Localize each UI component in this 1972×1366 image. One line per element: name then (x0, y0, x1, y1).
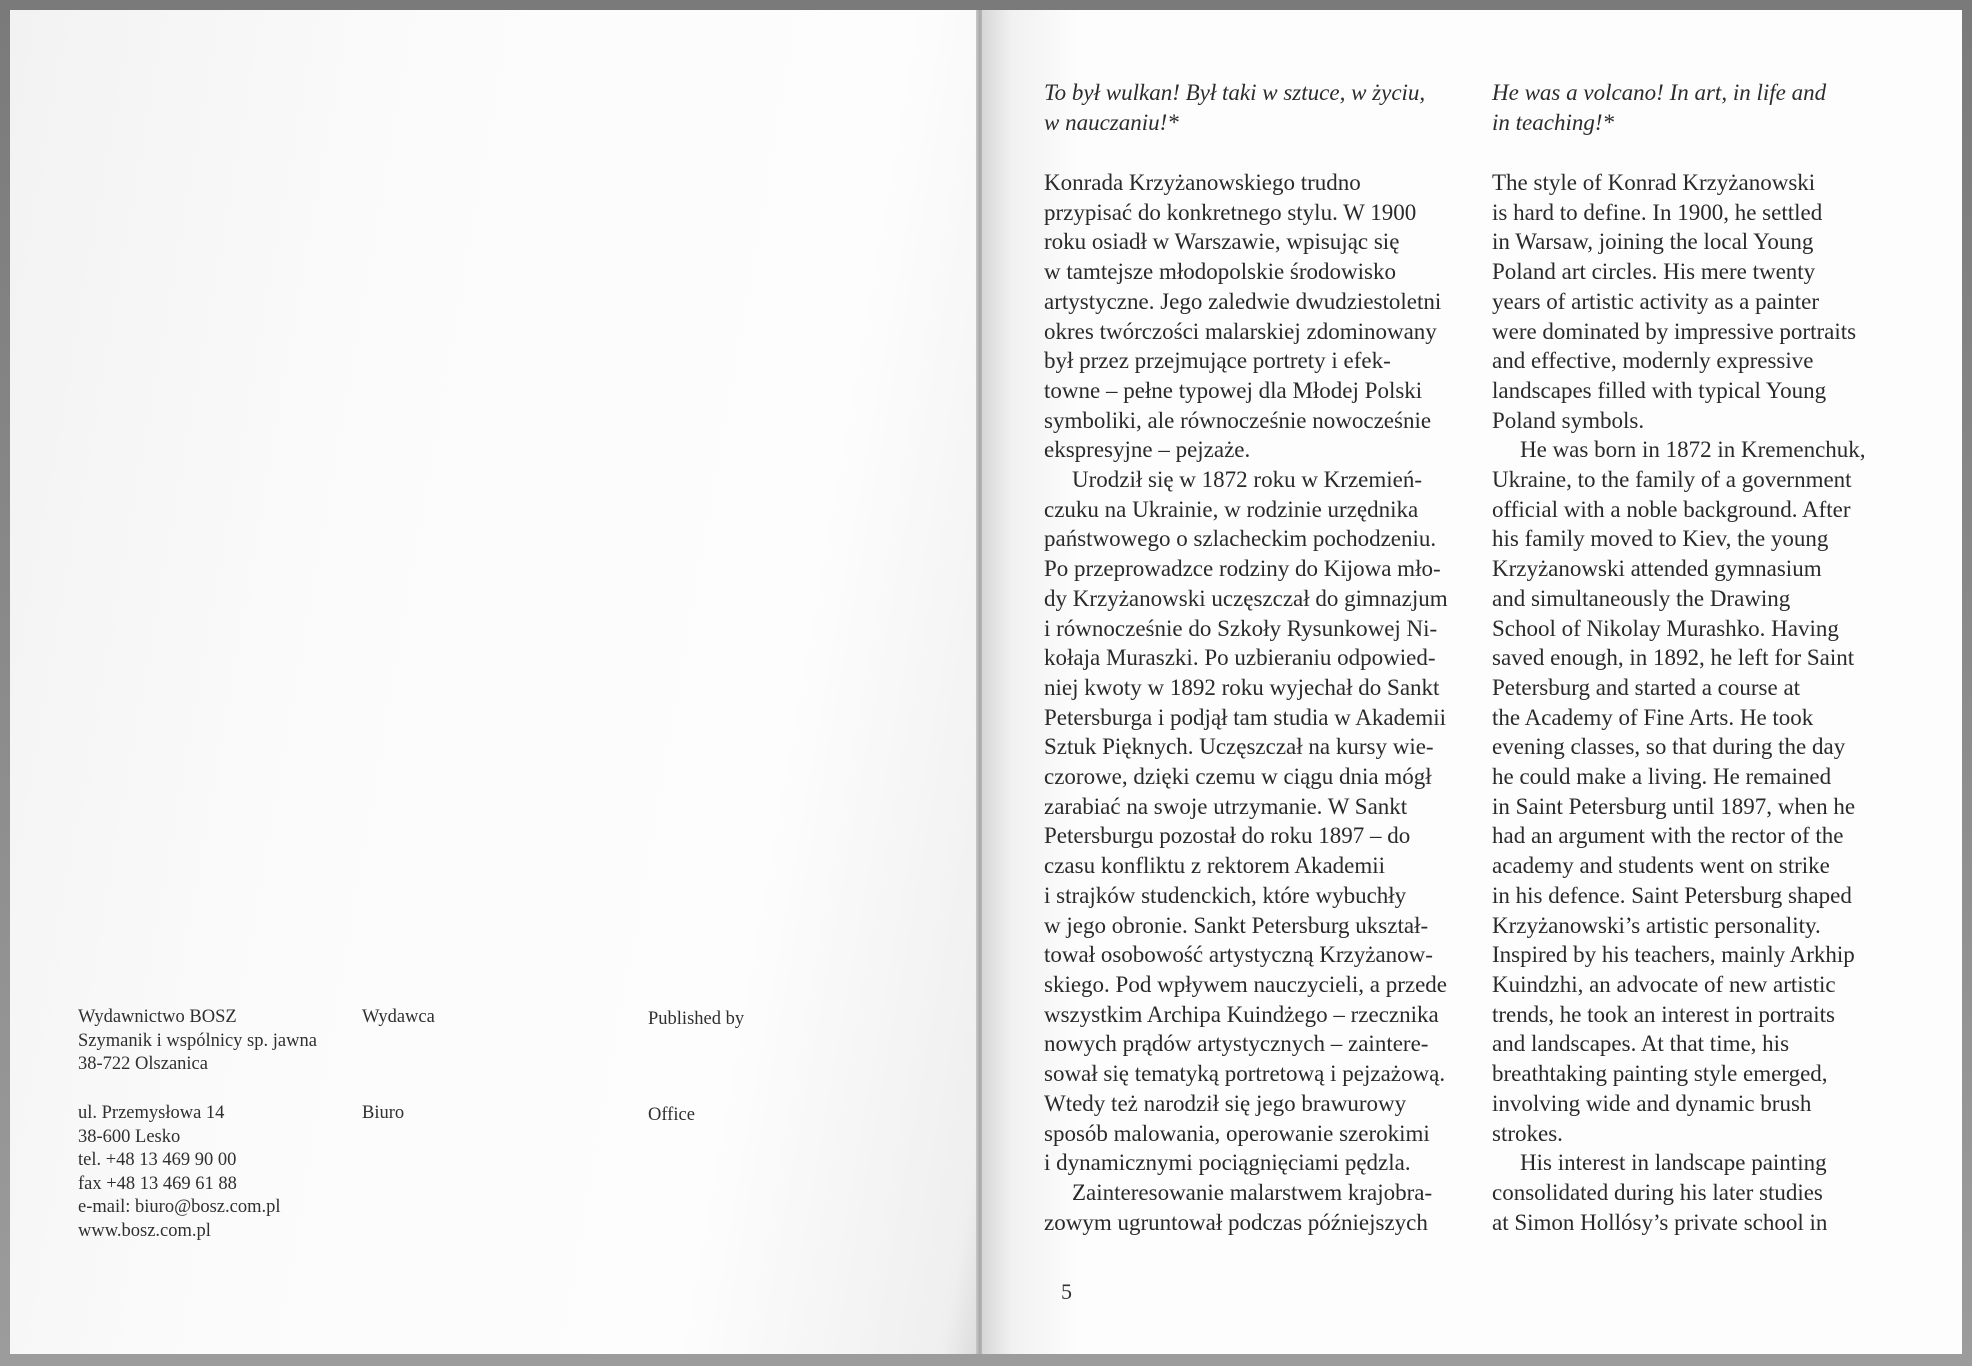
text-line: Krzyżanowski attended gymnasium (1492, 556, 1822, 582)
text-line: His interest in landscape painting (1520, 1150, 1827, 1176)
text-line: had an argument with the rector of the (1492, 823, 1844, 849)
text-line: were dominated by impressive portraits (1492, 318, 1857, 344)
text-line: w jego obronie. Sankt Petersburg ukształ- (1044, 912, 1429, 938)
text-line: sował się tematyką portretową i pejzażową. (1044, 1061, 1446, 1087)
body-column-english (1492, 168, 1922, 1237)
text-line: Petersburgu pozostał do roku 1897 – do (1044, 823, 1411, 849)
text-line: years of artistic activity as a painter (1492, 288, 1819, 314)
publisher-line: 38-722 Olszanica (78, 1054, 208, 1075)
text-line: artystyczne. Jego zaledwie dwudziestoletni (1044, 288, 1442, 314)
text-line: in Warsaw, joining the local Young (1492, 229, 1814, 255)
publisher-line: Wydawnictwo BOSZ (78, 1007, 237, 1027)
office-line: 38-600 Lesko (78, 1126, 181, 1147)
publisher-label-en: Published by (648, 1009, 745, 1029)
text-line: School of Nikolay Murashko. Having (1492, 615, 1839, 641)
text-line: and landscapes. At that time, his (1492, 1031, 1790, 1057)
text-line: his family moved to Kiev, the young (1492, 526, 1829, 552)
office-website: www.bosz.com.pl (78, 1220, 211, 1241)
office-address (78, 1102, 281, 1244)
text-line: był przez przejmujące portrety i efek- (1044, 348, 1391, 374)
office-line: fax +48 13 469 61 88 (78, 1173, 237, 1194)
text-line: involving wide and dynamic brush (1492, 1090, 1812, 1116)
text-line: He was born in 1872 in Kremenchuk, (1520, 437, 1866, 463)
office-label-en: Office (648, 1105, 695, 1125)
text-line: is hard to define. In 1900, he settled (1492, 199, 1823, 225)
text-line: The style of Konrad Krzyżanowski (1492, 170, 1816, 195)
text-line: sposób malowania, operowanie szerokimi (1044, 1120, 1430, 1146)
text-line: czasu konfliktu z rektorem Akademii (1044, 853, 1386, 879)
text-line: academy and students went on strike (1492, 853, 1830, 879)
text-line: zowym ugruntował podczas późniejszych (1044, 1209, 1428, 1235)
page-number: 5 (1061, 1279, 1072, 1304)
text-line: Sztuk Pięknych. Uczęszczał na kursy wie- (1044, 734, 1434, 760)
text-line: dy Krzyżanowski uczęszczał do gimnazjum (1044, 585, 1448, 611)
text-line: consolidated during his later studies (1492, 1179, 1823, 1205)
text-line: nowych prądów artystycznych – zaintere- (1044, 1031, 1429, 1057)
text-line: w tamtejsze młodopolskie środowisko (1044, 259, 1396, 285)
text-line: przypisać do konkretnego stylu. W 1900 (1044, 199, 1417, 225)
text-line: Petersburga i podjął tam studia w Akademii (1044, 704, 1447, 730)
publisher-label-pl: Wydawca (362, 1007, 435, 1027)
text-line: saved enough, in 1892, he left for Saint (1492, 645, 1855, 671)
text-line: skiego. Pod wpływem nauczycieli, a przede (1044, 971, 1448, 997)
text-line: Konrada Krzyżanowskiego trudno (1044, 170, 1361, 195)
text-line: evening classes, so that during the day (1492, 734, 1846, 760)
text-line: Krzyżanowski’s artistic personality. (1492, 912, 1821, 938)
text-line: i dynamicznymi pociągnięciami pędzla. (1044, 1150, 1411, 1176)
text-line: and simultaneously the Drawing (1492, 585, 1791, 611)
text-line: the Academy of Fine Arts. He took (1492, 704, 1814, 730)
text-line: wszystkim Archipa Kuindżego – rzecznika (1044, 1001, 1439, 1027)
text-line: trends, he took an interest in portraits (1492, 1001, 1836, 1027)
text-line: Po przeprowadzce rodziny do Kijowa mło- (1044, 556, 1441, 582)
text-line: roku osiadł w Warszawie, wpisując się (1044, 229, 1400, 255)
text-line: zarabiać na swoje utrzymanie. W Sankt (1044, 793, 1408, 819)
text-line: and effective, modernly expressive (1492, 348, 1814, 374)
text-line: Ukraine, to the family of a government (1492, 467, 1852, 493)
text-line: at Simon Hollósy’s private school in (1492, 1209, 1828, 1235)
text-line: Poland symbols. (1492, 407, 1645, 433)
body-column-polish (1044, 168, 1474, 1237)
text-line: państwowego o szlacheckim pochodzeniu. (1044, 526, 1437, 552)
text-line: Kuindzhi, an advocate of new artistic (1492, 971, 1836, 997)
publisher-address (78, 1006, 317, 1077)
office-email: e-mail: biuro@bosz.com.pl (78, 1197, 281, 1218)
text-line: tował osobowość artystyczną Krzyżanow- (1044, 942, 1433, 968)
text-line: towne – pełne typowej dla Młodej Polski (1044, 377, 1423, 403)
text-line: ekspresyjne – pejzaże. (1044, 437, 1251, 463)
text-line: Poland art circles. His mere twenty (1492, 259, 1816, 285)
text-line: Inspired by his teachers, mainly Arkhip (1492, 942, 1855, 968)
text-line: okres twórczości malarskiej zdominowany (1044, 318, 1437, 344)
text-line: czorowe, dzięki czemu w ciągu dnia mógł (1044, 764, 1432, 790)
text-line: niej kwoty w 1892 roku wyjechał do Sankt (1044, 674, 1440, 700)
publisher-line: Szymanik i wspólnicy sp. jawna (78, 1030, 317, 1051)
quote-polish: To był wulkan! Był taki w sztuce, w życiu, w nauczaniu!* (1044, 80, 1426, 135)
quote-english: He was a volcano! In art, in life and in teaching!* (1492, 80, 1827, 135)
text-line: landscapes filled with typical Young (1492, 377, 1827, 403)
text-line: i równocześnie do Szkoły Rysunkowej Ni- (1044, 615, 1438, 641)
office-label-pl: Biuro (362, 1103, 405, 1123)
text-line: official with a noble background. After (1492, 496, 1851, 522)
text-line: Petersburg and started a course at (1492, 674, 1801, 700)
text-line: i strajków studenckich, które wybuchły (1044, 882, 1407, 908)
text-line: czuku na Ukrainie, w rodzinie urzędnika (1044, 496, 1419, 522)
text-line: Zainteresowanie malarstwem krajobra- (1072, 1179, 1433, 1205)
text-line: breathtaking painting style emerged, (1492, 1061, 1828, 1087)
text-line: kołaja Muraszki. Po uzbieraniu odpowied- (1044, 645, 1436, 671)
text-line: in his defence. Saint Petersburg shaped (1492, 882, 1852, 908)
text-line: he could make a living. He remained (1492, 764, 1832, 790)
office-line: tel. +48 13 469 90 00 (78, 1150, 237, 1171)
text-line: symboliki, ale równocześnie nowocześnie (1044, 407, 1432, 433)
text-line: Urodził się w 1872 roku w Krzemień- (1072, 467, 1423, 493)
text-line: strokes. (1492, 1120, 1563, 1146)
text-line: in Saint Petersburg until 1897, when he (1492, 793, 1856, 819)
office-line: ul. Przemysłowa 14 (78, 1103, 225, 1123)
text-line: Wtedy też narodził się jego brawurowy (1044, 1090, 1407, 1116)
